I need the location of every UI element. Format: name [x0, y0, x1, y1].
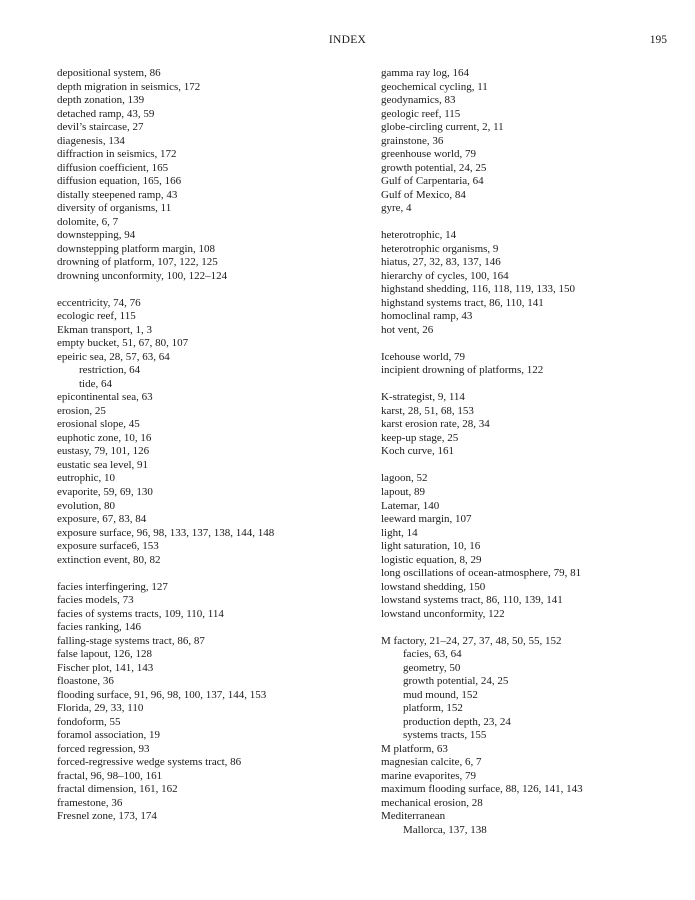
index-entry: forced regression, 93	[57, 742, 150, 755]
index-entry: light saturation, 10, 16	[381, 540, 481, 553]
entry-group-spacer	[381, 621, 681, 635]
index-entry: facies ranking, 146	[57, 621, 141, 634]
index-entry: long oscillations of ocean-atmosphere, 79, 81	[381, 567, 582, 580]
index-entry: diffraction in seismics, 172	[57, 148, 177, 161]
index-entry: facies models, 73	[57, 594, 134, 607]
index-entry: facies interfingering, 127	[57, 580, 168, 593]
index-entry: framestone, 36	[57, 796, 123, 809]
index-entry: mechanical erosion, 28	[381, 796, 483, 809]
entry-group-spacer	[381, 378, 681, 392]
index-entry: K-strategist, 9, 114	[381, 391, 465, 404]
index-entry: hot vent, 26	[381, 323, 434, 336]
index-entry: depositional system, 86	[57, 67, 161, 79]
index-entry: highstand systems tract, 86, 110, 141	[381, 296, 544, 309]
index-entry: detached ramp, 43, 59	[57, 107, 155, 120]
index-entry: ecologic reef, 115	[57, 310, 136, 323]
index-entry: flooding surface, 91, 96, 98, 100, 137, 144, 153	[57, 688, 267, 701]
entry-group-spacer	[381, 459, 681, 473]
index-entry: marine evaporites, 79	[381, 769, 476, 782]
index-entry: gamma ray log, 164	[381, 67, 469, 79]
index-entry: hierarchy of cycles, 100, 164	[381, 269, 509, 282]
index-entry: erosional slope, 45	[57, 418, 140, 431]
index-entry: Florida, 29, 33, 110	[57, 702, 144, 715]
index-subentry: facies, 63, 64	[403, 648, 462, 661]
index-entry: globe-circling current, 2, 11	[381, 121, 504, 134]
index-entry: falling-stage systems tract, 86, 87	[57, 634, 205, 647]
index-entry: Koch curve, 161	[381, 445, 455, 458]
entry-group-spacer	[381, 216, 681, 230]
index-entry: logistic equation, 8, 29	[381, 553, 482, 566]
index-entry: exposure surface, 96, 98, 133, 137, 138, 144, 148	[57, 526, 275, 539]
index-entry: exposure surface6, 153	[57, 540, 159, 553]
index-entry: lagoon, 52	[381, 472, 428, 485]
index-entry: highstand shedding, 116, 118, 119, 133, 150	[381, 283, 576, 296]
index-entry: heterotrophic organisms, 9	[381, 242, 499, 255]
index-entry: Latemar, 140	[381, 499, 440, 512]
index-entry: Mediterranean	[381, 810, 446, 823]
index-entry: empty bucket, 51, 67, 80, 107	[57, 337, 189, 350]
index-entry: facies of systems tracts, 109, 110, 114	[57, 607, 224, 620]
index-column-right	[381, 67, 681, 837]
index-entry: eutrophic, 10	[57, 472, 116, 485]
index-entry: epeiric sea, 28, 57, 63, 64	[57, 350, 170, 363]
index-entry: eustasy, 79, 101, 126	[57, 445, 150, 458]
index-entry: depth zonation, 139	[57, 94, 145, 107]
index-entry: lowstand systems tract, 86, 110, 139, 141	[381, 594, 563, 607]
index-entry: Gulf of Carpentaria, 64	[381, 175, 484, 188]
index-entry: magnesian calcite, 6, 7	[381, 756, 482, 769]
index-entry: heterotrophic, 14	[381, 229, 457, 242]
index-entry: leeward margin, 107	[381, 513, 472, 526]
entry-group-spacer	[57, 283, 347, 297]
index-entry: fondoform, 55	[57, 715, 121, 728]
index-column-left	[57, 67, 347, 824]
index-entry: growth potential, 24, 25	[381, 161, 487, 174]
index-entry: fractal, 96, 98–100, 161	[57, 769, 163, 782]
index-entry: geologic reef, 115	[381, 107, 461, 120]
index-entry: maximum flooding surface, 88, 126, 141, 143	[381, 783, 583, 796]
index-entry: downstepping, 94	[57, 229, 136, 242]
index-entry: Ekman transport, 1, 3	[57, 323, 153, 336]
index-entry: keep-up stage, 25	[381, 431, 459, 444]
index-subentry: platform, 152	[403, 702, 463, 715]
index-entry: fractal dimension, 161, 162	[57, 783, 178, 796]
index-entry: erosion, 25	[57, 404, 106, 417]
entry-group-spacer	[381, 337, 681, 351]
index-entry: epicontinental sea, 63	[57, 391, 153, 404]
index-entry: hiatus, 27, 32, 83, 137, 146	[381, 256, 501, 269]
index-subentry: Mallorca, 137, 138	[403, 823, 487, 836]
index-subentry: production depth, 23, 24	[403, 715, 511, 728]
running-title: INDEX	[328, 34, 367, 46]
index-subentry: tide, 64	[79, 377, 112, 390]
index-entry: drowning of platform, 107, 122, 125	[57, 256, 218, 269]
index-entry: depth migration in seismics, 172	[57, 80, 201, 93]
index-entry: lowstand unconformity, 122	[381, 607, 505, 620]
index-entry: forced-regressive wedge systems tract, 86	[57, 756, 242, 769]
index-entry: foramol association, 19	[57, 729, 160, 742]
index-entry: Icehouse world, 79	[381, 350, 466, 363]
index-entry: geochemical cycling, 11	[381, 80, 488, 93]
index-entry: grainstone, 36	[381, 134, 444, 147]
index-entry: eccentricity, 74, 76	[57, 296, 141, 309]
index-subentry: geometry, 50	[403, 661, 461, 674]
index-entry: Fischer plot, 141, 143	[57, 661, 154, 674]
index-entry: homoclinal ramp, 43	[381, 310, 473, 323]
index-entry: greenhouse world, 79	[381, 148, 477, 161]
page-number: 195	[649, 34, 667, 46]
index-entry: gyre, 4	[381, 202, 412, 215]
index-entry: devil’s staircase, 27	[57, 121, 144, 134]
index-entry: geodynamics, 83	[381, 94, 456, 107]
entry-group-spacer	[57, 567, 347, 581]
index-entry: dolomite, 6, 7	[57, 215, 119, 228]
index-entry: diversity of organisms, 11	[57, 202, 172, 215]
index-entry: M factory, 21–24, 27, 37, 48, 50, 55, 152	[381, 634, 562, 647]
index-entry: incipient drowning of platforms, 122	[381, 364, 544, 377]
index-entry: M platform, 63	[381, 742, 448, 755]
index-subentry: systems tracts, 155	[403, 729, 487, 742]
index-entry: lapout, 89	[381, 485, 425, 498]
index-entry: Gulf of Mexico, 84	[381, 188, 466, 201]
index-entry: diagenesis, 134	[57, 134, 125, 147]
index-entry: eustatic sea level, 91	[57, 458, 149, 471]
index-entry: euphotic zone, 10, 16	[57, 431, 152, 444]
index-entry: extinction event, 80, 82	[57, 553, 161, 566]
index-entry: karst erosion rate, 28, 34	[381, 418, 490, 431]
index-subentry: mud mound, 152	[403, 688, 478, 701]
index-entry: diffusion coefficient, 165	[57, 161, 169, 174]
page-header	[0, 34, 695, 50]
index-entry: diffusion equation, 165, 166	[57, 175, 182, 188]
index-subentry: growth potential, 24, 25	[403, 675, 509, 688]
index-entry: karst, 28, 51, 68, 153	[381, 404, 474, 417]
index-entry: distally steepened ramp, 43	[57, 188, 178, 201]
index-entry: Fresnel zone, 173, 174	[57, 810, 157, 823]
index-entry: lowstand shedding, 150	[381, 580, 486, 593]
index-entry: evolution, 80	[57, 499, 116, 512]
index-entry: evaporite, 59, 69, 130	[57, 485, 153, 498]
index-entry: false lapout, 126, 128	[57, 648, 153, 661]
index-entry: drowning unconformity, 100, 122–124	[57, 269, 228, 282]
index-entry: floastone, 36	[57, 675, 114, 688]
index-subentry: restriction, 64	[79, 364, 141, 377]
index-entry: exposure, 67, 83, 84	[57, 513, 147, 526]
index-entry: light, 14	[381, 526, 418, 539]
index-entry: downstepping platform margin, 108	[57, 242, 216, 255]
